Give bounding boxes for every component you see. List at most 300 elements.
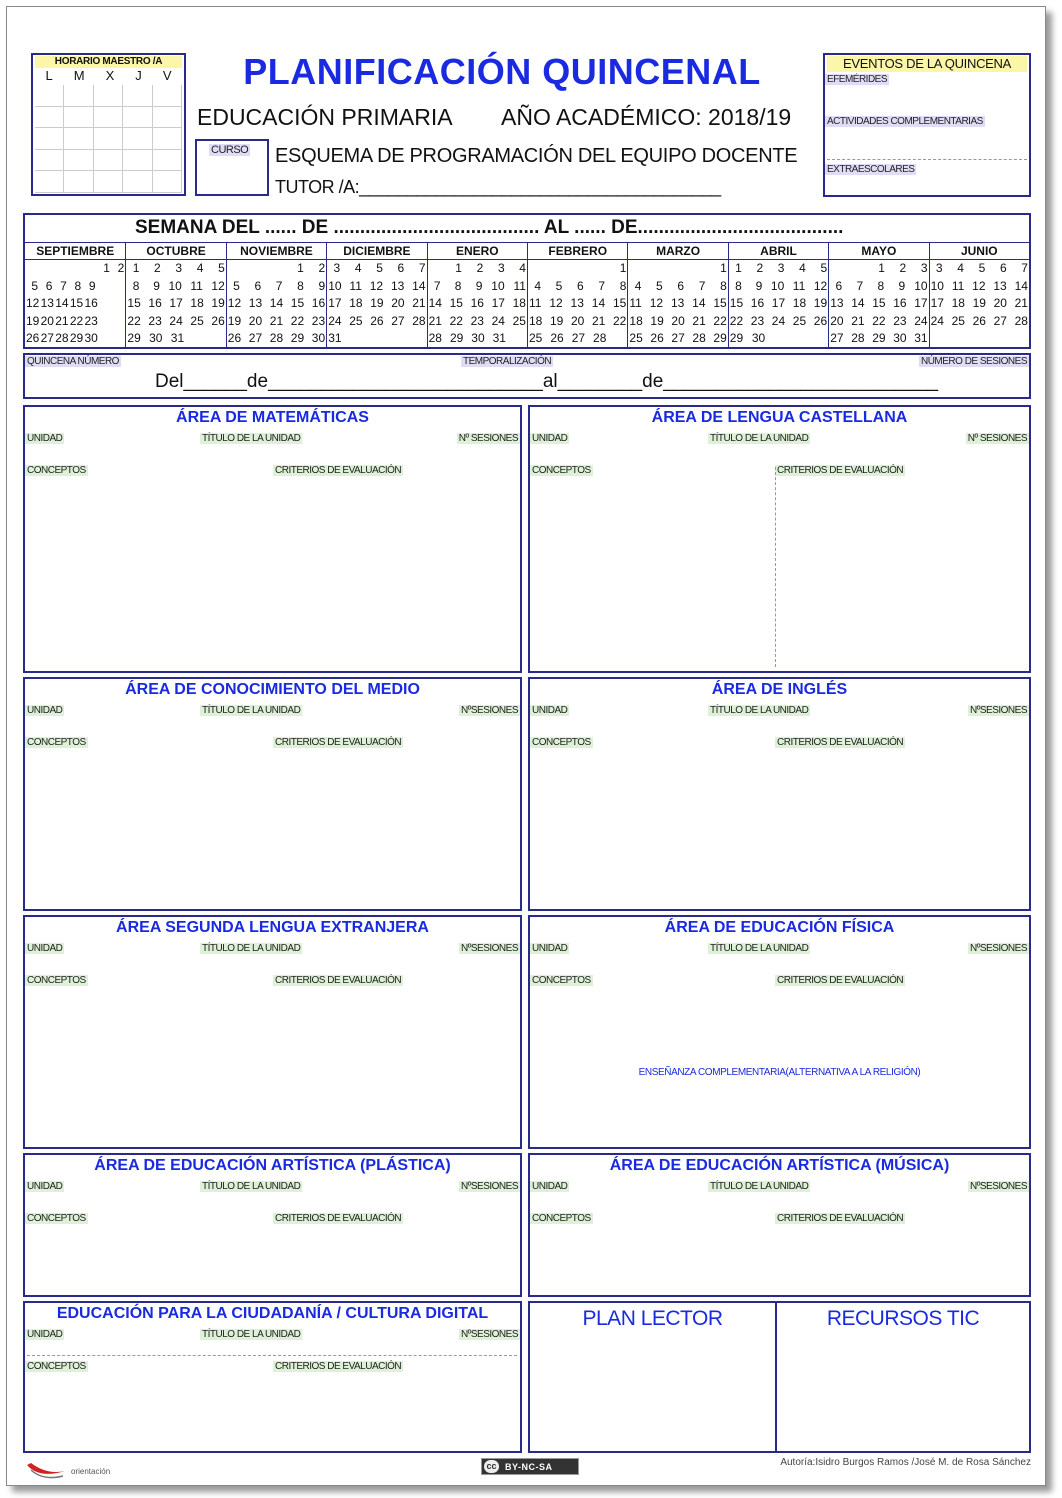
unidad-label: UNIDAD bbox=[532, 433, 568, 444]
calendar-day: 10 bbox=[770, 278, 785, 293]
subtitle-left: EDUCACIÓN PRIMARIA bbox=[197, 104, 453, 130]
day-v: V bbox=[162, 68, 172, 83]
calendar-week bbox=[729, 295, 828, 312]
calendar-day bbox=[84, 260, 96, 277]
horario-cell[interactable] bbox=[94, 128, 123, 150]
calendar-day: 7 bbox=[433, 278, 441, 293]
calendar-day: 1 bbox=[735, 261, 742, 275]
calendar-day: 30 bbox=[149, 331, 163, 345]
calendar-day bbox=[192, 330, 204, 347]
conceptos-label: CONCEPTOS bbox=[27, 975, 86, 986]
calendar-week bbox=[628, 313, 727, 330]
calendar-day bbox=[26, 260, 38, 277]
area-title: ÁREA DE INGLÉS bbox=[711, 681, 848, 698]
eventos-extraescolares: EXTRAESCOLARES bbox=[827, 164, 915, 175]
calendar-day bbox=[852, 260, 864, 277]
criterios-label: CRITERIOS DE EVALUACIÓN bbox=[275, 975, 402, 986]
calendar-day: 5 bbox=[656, 278, 663, 293]
sesiones-label: NºSESIONES bbox=[460, 1329, 518, 1340]
calendar-day: 10 bbox=[328, 278, 342, 293]
calendar-week bbox=[428, 260, 527, 277]
calendar-day: 21 bbox=[55, 313, 69, 328]
calendar-day: 25 bbox=[190, 313, 204, 328]
calendar-week bbox=[930, 313, 1029, 330]
horario-cell[interactable] bbox=[94, 171, 123, 193]
horario-cell[interactable] bbox=[94, 107, 123, 129]
calendar-day: 30 bbox=[311, 331, 326, 345]
calendar-day: 15 bbox=[290, 296, 305, 310]
calendar-day: 14 bbox=[851, 296, 865, 310]
calendar-day: 9 bbox=[153, 278, 160, 293]
day-m: M bbox=[73, 68, 85, 83]
calendar-day: 1 bbox=[455, 261, 462, 275]
calendar-day bbox=[550, 260, 562, 277]
calendar-month bbox=[125, 243, 225, 348]
calendar-day: 7 bbox=[856, 278, 864, 293]
calendar-day: 9 bbox=[755, 278, 763, 293]
calendar-day: 16 bbox=[311, 296, 326, 310]
calendar-week bbox=[930, 295, 1029, 312]
calendar-day: 7 bbox=[275, 278, 283, 293]
calendar-day: 5 bbox=[376, 261, 383, 275]
page bbox=[6, 6, 1046, 1486]
calendar-month-name: OCTUBRE bbox=[126, 243, 225, 260]
calendar-day: 7 bbox=[418, 261, 426, 275]
calendar-week bbox=[628, 278, 727, 295]
area-title: ÁREA DE EDUCACIÓN ARTÍSTICA (PLÁSTICA) bbox=[94, 1157, 451, 1174]
del-label: Del bbox=[155, 371, 184, 392]
horario-label: HORARIO MAESTRO /A bbox=[35, 56, 182, 68]
area-title: ÁREA DE MATEMÁTICAS bbox=[176, 409, 369, 426]
titulo-label: TÍTULO DE LA UNIDAD bbox=[710, 1181, 809, 1192]
calendar-day: 4 bbox=[534, 278, 541, 293]
calendar-week bbox=[628, 260, 727, 277]
calendar-week bbox=[628, 330, 727, 347]
criterios-label: CRITERIOS DE EVALUACIÓN bbox=[275, 465, 402, 476]
calendar-week bbox=[528, 260, 627, 277]
calendar-day: 16 bbox=[893, 296, 907, 310]
calendar-day bbox=[228, 260, 240, 277]
calendar-day: 8 bbox=[297, 278, 304, 293]
calendar-day: 22 bbox=[713, 313, 727, 328]
calendar-day bbox=[572, 260, 584, 277]
horario-cell[interactable] bbox=[35, 85, 64, 107]
eventos-actividades: ACTIVIDADES COMPLEMENTARIAS bbox=[827, 116, 983, 127]
calendar-day bbox=[651, 260, 663, 277]
calendar-month-name: MARZO bbox=[628, 243, 727, 260]
calendar-week bbox=[126, 295, 225, 312]
calendar-week bbox=[729, 313, 828, 330]
calendar-week bbox=[528, 278, 627, 295]
calendar-day bbox=[372, 330, 384, 347]
calendar-day: 7 bbox=[598, 278, 606, 293]
calendar-day: 25 bbox=[512, 313, 526, 328]
calendar-month bbox=[929, 243, 1029, 348]
calendar-day: 31 bbox=[914, 331, 928, 345]
calendar-day: 27 bbox=[571, 331, 586, 345]
calendar-week bbox=[628, 295, 727, 312]
area-content-field[interactable] bbox=[532, 1229, 1027, 1293]
calendar-day: 19 bbox=[211, 296, 225, 310]
calendar-week bbox=[25, 295, 125, 312]
calendar-month bbox=[828, 243, 928, 348]
calendar-day: 18 bbox=[629, 313, 643, 328]
area-content-field[interactable] bbox=[532, 481, 1027, 669]
license-text: BY-NC-SA bbox=[505, 1461, 553, 1472]
unidad-label: UNIDAD bbox=[27, 1329, 63, 1340]
day-l: L bbox=[45, 68, 53, 83]
calendar-day: 31 bbox=[328, 331, 342, 345]
area-content-field[interactable] bbox=[27, 481, 518, 669]
calendar-day: 14 bbox=[692, 296, 706, 310]
eventos-title: EVENTOS DE LA QUINCENA bbox=[827, 56, 1027, 72]
horario-cell[interactable] bbox=[153, 128, 182, 150]
calendar-day: 11 bbox=[349, 278, 362, 293]
calendar-day bbox=[614, 330, 626, 347]
calendar-week bbox=[729, 330, 828, 347]
calendar-day: 20 bbox=[391, 296, 405, 310]
calendar-day bbox=[815, 330, 827, 347]
calendar-day: 14 bbox=[269, 296, 284, 310]
calendar-day: 16 bbox=[750, 296, 765, 310]
calendar-day: 24 bbox=[328, 313, 342, 328]
calendar-box bbox=[23, 213, 1031, 349]
calendar-day: 23 bbox=[148, 313, 162, 328]
titulo-label: TÍTULO DE LA UNIDAD bbox=[710, 705, 809, 716]
calendar-day: 5 bbox=[218, 261, 225, 275]
calendar-day: 3 bbox=[497, 261, 505, 275]
calendar-day bbox=[69, 260, 81, 277]
calendar-day: 29 bbox=[127, 331, 141, 345]
calendar-day bbox=[973, 330, 985, 347]
calendar-day: 11 bbox=[190, 278, 203, 293]
horario-cell[interactable] bbox=[123, 85, 152, 107]
conceptos-label: CONCEPTOS bbox=[27, 737, 86, 748]
titulo-label: TÍTULO DE LA UNIDAD bbox=[202, 1329, 301, 1340]
calendar-day: 6 bbox=[577, 278, 584, 293]
calendar-day: 4 bbox=[354, 261, 362, 275]
horario-cell[interactable] bbox=[94, 85, 123, 107]
calendar-day: 28 bbox=[428, 331, 442, 345]
sesiones-label: NºSESIONES bbox=[460, 943, 518, 954]
calendar-day: 28 bbox=[55, 331, 69, 345]
calendar-day: 26 bbox=[211, 313, 225, 328]
calendar-day: 28 bbox=[412, 313, 426, 328]
titulo-label: TÍTULO DE LA UNIDAD bbox=[202, 1181, 301, 1192]
calendar-day: 19 bbox=[650, 313, 664, 328]
calendar-day: 30 bbox=[471, 331, 485, 345]
calendar-day: 6 bbox=[835, 278, 843, 293]
calendar-day: 19 bbox=[370, 296, 384, 310]
calendar-week bbox=[528, 295, 627, 312]
calendar-month bbox=[627, 243, 727, 348]
calendar-day: 1 bbox=[297, 261, 304, 275]
calendar-day: 19 bbox=[550, 313, 564, 328]
sesiones-label: NºSESIONES bbox=[969, 1181, 1027, 1192]
calendar-day: 7 bbox=[60, 278, 67, 293]
calendar-day: 25 bbox=[349, 313, 363, 328]
calendar-day bbox=[693, 260, 705, 277]
calendar-day bbox=[774, 330, 786, 347]
area-content-field[interactable] bbox=[27, 991, 518, 1145]
calendar-day: 13 bbox=[248, 296, 263, 310]
calendar-day: 21 bbox=[269, 313, 284, 328]
calendar-day: 4 bbox=[957, 261, 964, 275]
conceptos-label: CONCEPTOS bbox=[532, 737, 591, 748]
calendar-day: 17 bbox=[491, 296, 505, 310]
area-content-field[interactable] bbox=[27, 753, 518, 907]
area-title: ÁREA DE CONOCIMIENTO DEL MEDIO bbox=[125, 681, 420, 698]
calendar-day: 1 bbox=[720, 261, 727, 275]
calendar-day: 27 bbox=[830, 331, 844, 345]
horario-cell[interactable] bbox=[64, 85, 93, 107]
area-title: ÁREA DE EDUCACIÓN ARTÍSTICA (MÚSICA) bbox=[609, 1157, 950, 1174]
calendar-day: 26 bbox=[550, 331, 564, 345]
calendar-week bbox=[829, 295, 928, 312]
calendar-day: 28 bbox=[593, 331, 607, 345]
calendar-day: 26 bbox=[650, 331, 664, 345]
calendar-day: 3 bbox=[777, 261, 785, 275]
unidad-label: UNIDAD bbox=[532, 1181, 568, 1192]
calendar-day: 31 bbox=[492, 331, 506, 345]
horario-cell[interactable] bbox=[153, 150, 182, 172]
calendar-day: 3 bbox=[935, 261, 943, 275]
calendar-day: 22 bbox=[449, 313, 463, 328]
subtitle-right: AÑO ACADÉMICO: 2018/19 bbox=[501, 104, 792, 130]
calendar-month-name: NOVIEMBRE bbox=[227, 243, 326, 260]
calendar-day: 5 bbox=[820, 261, 828, 275]
esquema-text: ESQUEMA DE PROGRAMACIÓN DEL EQUIPO DOCENTE bbox=[275, 145, 798, 167]
calendar-day: 2 bbox=[117, 261, 125, 275]
calendar-week bbox=[227, 260, 326, 277]
calendar-day: 10 bbox=[930, 278, 944, 293]
calendar-day: 11 bbox=[629, 296, 642, 310]
horario-cell[interactable] bbox=[123, 150, 152, 172]
sesiones-label: NºSESIONES bbox=[460, 1181, 518, 1192]
horario-cell[interactable] bbox=[64, 171, 93, 193]
calendar-month-name: MAYO bbox=[829, 243, 928, 260]
calendar-day bbox=[952, 330, 964, 347]
calendar-week bbox=[930, 278, 1029, 295]
horario-days bbox=[35, 68, 182, 84]
calendar-day: 9 bbox=[88, 278, 96, 293]
horario-grid bbox=[35, 85, 182, 193]
eventos-box bbox=[823, 53, 1031, 197]
calendar-day: 25 bbox=[529, 331, 543, 345]
calendar-day: 11 bbox=[529, 296, 542, 310]
conceptos-label: CONCEPTOS bbox=[27, 465, 86, 476]
calendar-day: 11 bbox=[513, 278, 526, 293]
calendar-day: 26 bbox=[370, 313, 384, 328]
calendar-day: 19 bbox=[227, 313, 242, 328]
calendar-day: 19 bbox=[972, 296, 986, 310]
area-content-field[interactable] bbox=[27, 1377, 518, 1449]
calendar-week bbox=[729, 260, 828, 277]
calendar-day: 25 bbox=[629, 331, 643, 345]
horario-cell[interactable] bbox=[123, 107, 152, 129]
calendar-day: 23 bbox=[311, 313, 326, 328]
calendar-month bbox=[326, 243, 426, 348]
titulo-label: TÍTULO DE LA UNIDAD bbox=[710, 943, 809, 954]
area-content-field[interactable] bbox=[27, 1229, 518, 1293]
horario-cell[interactable] bbox=[35, 150, 64, 172]
criterios-label: CRITERIOS DE EVALUACIÓN bbox=[275, 737, 402, 748]
calendar-day bbox=[830, 260, 842, 277]
criterios-label: CRITERIOS DE EVALUACIÓN bbox=[777, 1213, 904, 1224]
calendar-day: 15 bbox=[612, 296, 627, 310]
calendar-day: 21 bbox=[851, 313, 865, 328]
calendar-week bbox=[25, 330, 125, 347]
plan-lector-title: PLAN LECTOR bbox=[582, 1307, 723, 1330]
calendar-day bbox=[270, 260, 282, 277]
calendar-week bbox=[930, 330, 1029, 347]
calendar-day: 8 bbox=[454, 278, 462, 293]
calendar-day bbox=[931, 330, 943, 347]
horario-cell[interactable] bbox=[35, 107, 64, 129]
calendar-day: 29 bbox=[729, 331, 744, 345]
calendar-day: 27 bbox=[391, 313, 405, 328]
sesiones-label: Nº SESIONES bbox=[458, 433, 518, 444]
calendar-day: 21 bbox=[592, 313, 606, 328]
calendar-day: 27 bbox=[671, 331, 685, 345]
horario-cell[interactable] bbox=[153, 85, 182, 107]
calendar-month bbox=[427, 243, 527, 348]
area-box bbox=[528, 405, 1031, 673]
unidad-divider bbox=[27, 1355, 517, 1356]
calendar-day: 26 bbox=[972, 313, 986, 328]
logo-text: orientación bbox=[71, 1467, 111, 1476]
area-title: EDUCACIÓN PARA LA CIUDADANÍA / CULTURA DIGITAL bbox=[56, 1305, 489, 1322]
calendar-week bbox=[327, 278, 426, 295]
calendar-week bbox=[528, 330, 627, 347]
area-title: ÁREA SEGUNDA LENGUA EXTRANJERA bbox=[116, 919, 429, 936]
calendar-day: 5 bbox=[31, 278, 38, 293]
calendar-day: 28 bbox=[1014, 313, 1028, 328]
calendar-day: 27 bbox=[40, 331, 54, 345]
unidad-label: UNIDAD bbox=[27, 943, 63, 954]
calendar-day: 15 bbox=[713, 296, 727, 310]
calendar-day: 2 bbox=[899, 261, 907, 275]
calendar-day: 14 bbox=[55, 296, 69, 310]
sesiones-label: NºSESIONES bbox=[969, 705, 1027, 716]
horario-cell[interactable] bbox=[94, 150, 123, 172]
calendar-day bbox=[429, 260, 441, 277]
calendar-week bbox=[829, 330, 928, 347]
area-content-field[interactable] bbox=[532, 991, 1027, 1145]
calendar-month-name: ENERO bbox=[428, 243, 527, 260]
area-box bbox=[23, 915, 522, 1149]
conceptos-label: CONCEPTOS bbox=[532, 1213, 591, 1224]
curso-box bbox=[195, 139, 269, 196]
calendar-day: 12 bbox=[813, 278, 828, 293]
calendar-day: 4 bbox=[519, 261, 526, 275]
calendar-day: 12 bbox=[26, 296, 40, 310]
license-badge[interactable] bbox=[481, 1458, 579, 1475]
calendar-week bbox=[227, 295, 326, 312]
quincena-dates[interactable]: Del______de__________________________al________de__________________________ bbox=[155, 371, 939, 392]
tutor-field[interactable]: TUTOR /A:______________________________________ bbox=[275, 177, 721, 197]
calendar-day: 14 bbox=[412, 278, 426, 293]
calendar-week bbox=[729, 278, 828, 295]
calendar-week bbox=[829, 313, 928, 330]
unidad-label: UNIDAD bbox=[27, 705, 63, 716]
calendar-day: 12 bbox=[227, 296, 242, 310]
calendar-week bbox=[428, 278, 527, 295]
calendar-day: 13 bbox=[993, 278, 1007, 293]
calendar-week bbox=[25, 313, 125, 330]
horario-cell[interactable] bbox=[153, 107, 182, 129]
horario-cell[interactable] bbox=[64, 128, 93, 150]
calendar-day: 24 bbox=[491, 313, 505, 328]
calendar-day bbox=[99, 330, 111, 347]
calendar-day: 10 bbox=[914, 278, 928, 293]
calendar-day: 5 bbox=[978, 261, 986, 275]
calendar-day: 10 bbox=[168, 278, 182, 293]
horario-cell[interactable] bbox=[64, 150, 93, 172]
calendar-day: 30 bbox=[84, 331, 98, 345]
calendar-day: 13 bbox=[670, 296, 685, 310]
calendar-day: 30 bbox=[751, 331, 766, 345]
calendar-day: 14 bbox=[591, 296, 606, 310]
calendar-day: 6 bbox=[254, 278, 262, 293]
calendar-day: 20 bbox=[248, 313, 263, 328]
horario-cell[interactable] bbox=[123, 171, 152, 193]
calendar-week bbox=[428, 313, 527, 330]
sesiones-label: Nº SESIONES bbox=[967, 433, 1027, 444]
unidad-label: UNIDAD bbox=[27, 1181, 63, 1192]
horario-cell[interactable] bbox=[35, 128, 64, 150]
unidad-label: UNIDAD bbox=[532, 705, 568, 716]
calendar-day: 3 bbox=[175, 261, 183, 275]
horario-cell[interactable] bbox=[35, 171, 64, 193]
calendar-day: 3 bbox=[333, 261, 341, 275]
calendar-day: 4 bbox=[799, 261, 806, 275]
calendar-week bbox=[829, 278, 928, 295]
titulo-label: TÍTULO DE LA UNIDAD bbox=[202, 943, 301, 954]
calendar-day bbox=[414, 330, 426, 347]
calendar-day: 9 bbox=[318, 278, 326, 293]
horario-cell[interactable] bbox=[64, 107, 93, 129]
criterios-label: CRITERIOS DE EVALUACIÓN bbox=[777, 465, 904, 476]
calendar-month-name: SEPTIEMBRE bbox=[25, 243, 125, 260]
day-j: J bbox=[135, 68, 142, 83]
plan-recursos-box bbox=[528, 1301, 1031, 1453]
calendar-day: 2 bbox=[154, 261, 161, 275]
calendar-day: 21 bbox=[1014, 296, 1028, 310]
horario-cell[interactable] bbox=[123, 128, 152, 150]
calendar-day: 10 bbox=[491, 278, 505, 293]
calendar-day: 2 bbox=[756, 261, 764, 275]
calendar-day: 7 bbox=[698, 278, 706, 293]
calendar-day: 12 bbox=[972, 278, 986, 293]
area-content-field[interactable] bbox=[532, 753, 1027, 907]
horario-cell[interactable] bbox=[153, 171, 182, 193]
calendar-day bbox=[112, 278, 124, 295]
cc-icon: cc bbox=[484, 1460, 499, 1473]
criterios-label: CRITERIOS DE EVALUACIÓN bbox=[777, 975, 904, 986]
eventos-divider bbox=[827, 159, 1027, 160]
calendar-day: 18 bbox=[190, 296, 204, 310]
semana-text[interactable]: SEMANA DEL ...... DE ....................................... AL ...... DE....................................... bbox=[135, 217, 844, 238]
area-box bbox=[23, 405, 522, 673]
calendar-day bbox=[529, 260, 541, 277]
calendar-month bbox=[527, 243, 627, 348]
calendar-day: 24 bbox=[914, 313, 928, 328]
calendar-day: 13 bbox=[40, 296, 54, 310]
calendar-day: 1 bbox=[132, 261, 140, 275]
calendar-day: 21 bbox=[412, 296, 426, 310]
calendar-day: 22 bbox=[872, 313, 886, 328]
